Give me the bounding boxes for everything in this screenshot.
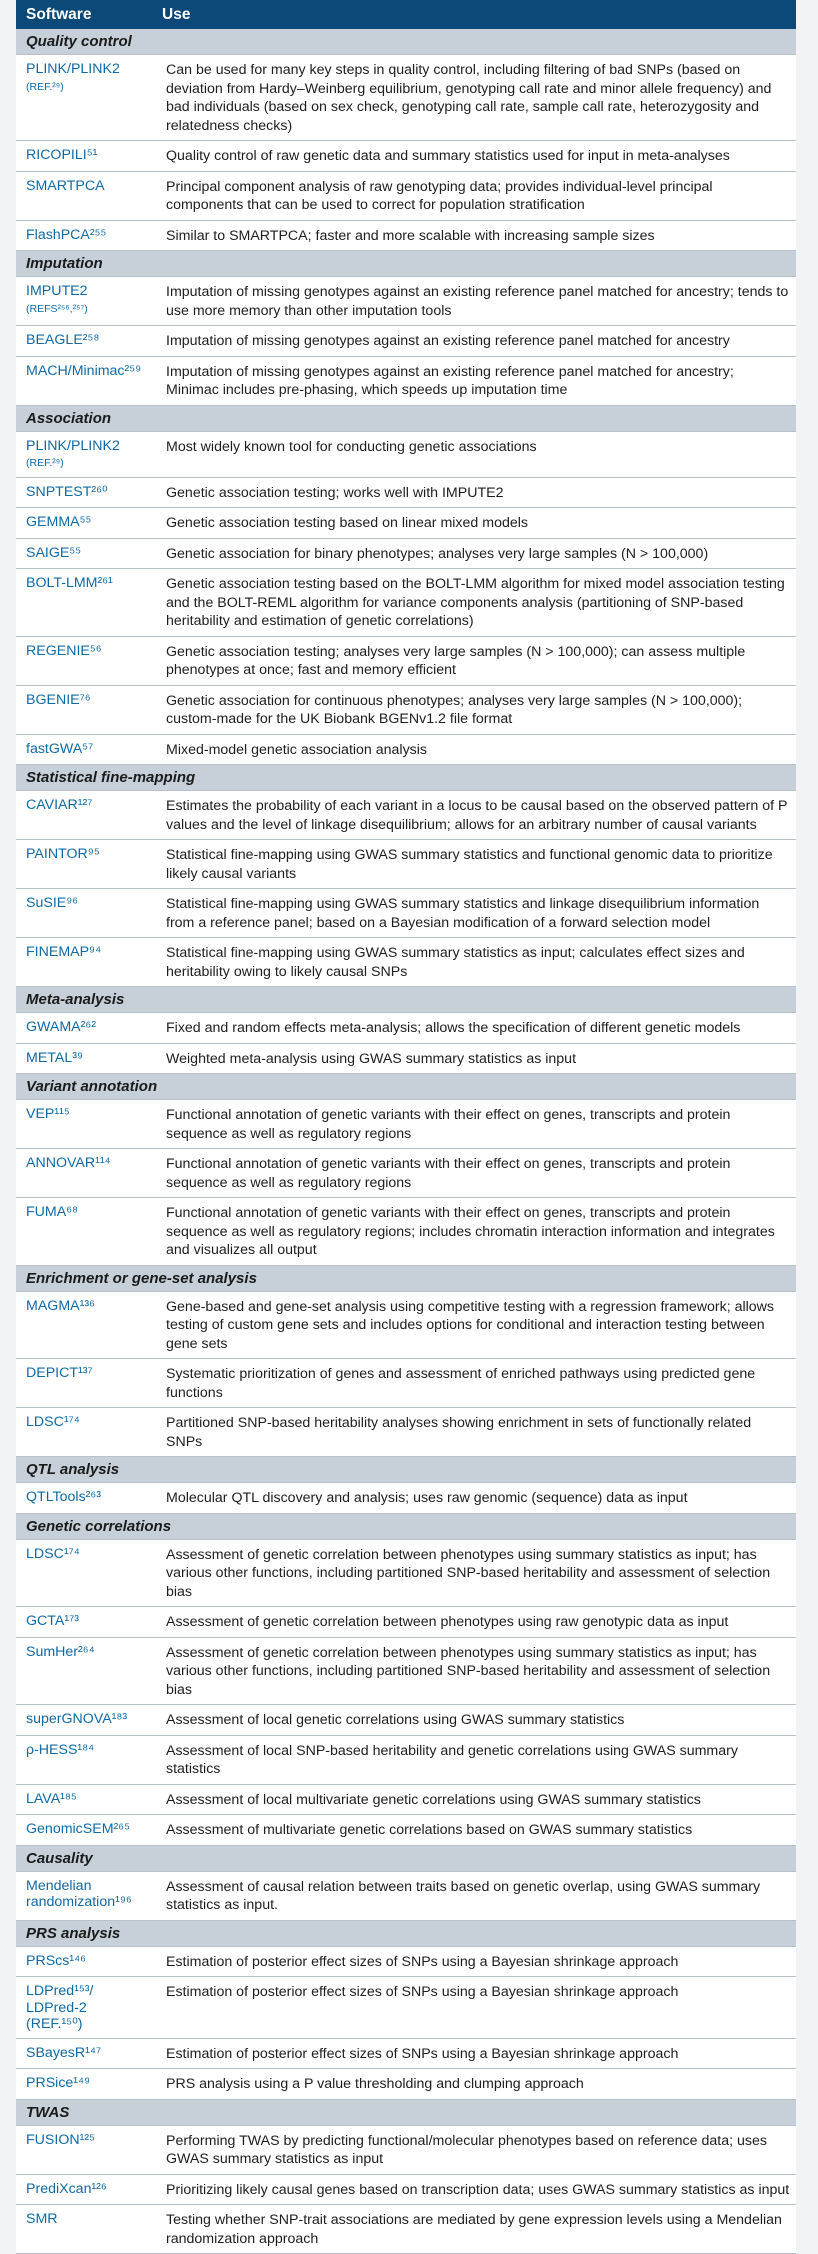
use-description: Imputation of missing genotypes against an existing reference panel matched for ancestry; Minimac includes pre-phasing, which speeds up imputation time <box>152 356 796 405</box>
software-name: GCTA¹⁷³ <box>26 1613 79 1629</box>
table-row <box>16 938 796 987</box>
software-cell <box>16 141 152 172</box>
software-name: PLINK/PLINK2 <box>26 437 120 454</box>
software-cell <box>16 326 152 357</box>
software-cell <box>16 889 152 938</box>
use-description: Imputation of missing genotypes against an existing reference panel matched for ancestry <box>152 326 796 357</box>
table-row <box>16 1946 796 1977</box>
software-cell <box>16 938 152 987</box>
use-description: Can be used for many key steps in quality control, including filtering of bad SNPs (based on deviation from Hardy–Weinberg equilibrium, genotyping call rate and minor allele frequency) and bad individuals (based on sex check, genotyping call rate, sample call rate, heterozygosity and relatedness checks) <box>152 55 796 141</box>
software-name: BOLT-LMM²⁶¹ <box>26 575 113 591</box>
software-name: LDSC¹⁷⁴ <box>26 1545 80 1562</box>
use-description: Genetic association testing based on linear mixed models <box>152 508 796 539</box>
software-cell <box>16 569 152 637</box>
use-description: Genetic association testing based on the BOLT-LMM algorithm for mixed model association testing and the BOLT-REML algorithm for variance components analysis (partitioning of SNP-based heritability and estimation of genetic correlations) <box>152 569 796 637</box>
software-cell <box>16 1359 152 1408</box>
use-description: Gene-based and gene-set analysis using competitive testing with a regression framework; allows testing of custom gene sets and includes options for conditional and interaction testing between gene sets <box>152 1291 796 1359</box>
section-title: Causality <box>16 1845 796 1871</box>
use-description: Statistical fine-mapping using GWAS summary statistics and linkage disequilibrium information from a reference panel; based on a Bayesian modification of a forward selection model <box>152 889 796 938</box>
use-description: Assessment of causal relation between traits based on genetic overlap, using GWAS summary statistics as input. <box>152 1871 796 1920</box>
use-description: Quality control of raw genetic data and summary statistics used for input in meta-analyses <box>152 141 796 172</box>
software-name: GWAMA²⁶² <box>26 1019 96 1035</box>
use-description: Imputation of missing genotypes against an existing reference panel matched for ancestry; tends to use more memory than other imputation tools <box>152 277 796 326</box>
table-row <box>16 1539 796 1607</box>
section-title: Quality control <box>16 29 796 55</box>
table-row <box>16 356 796 405</box>
software-name: SNPTEST²⁶⁰ <box>26 483 108 500</box>
software-cell <box>16 2038 152 2069</box>
software-name: FUSION¹²⁵ <box>26 2131 95 2148</box>
software-cell <box>16 2125 152 2174</box>
use-description: Functional annotation of genetic variants with their effect on genes, transcripts and protein sequence as well as regulatory regions <box>152 1149 796 1198</box>
use-description: Genetic association for binary phenotypes; analyses very large samples (N > 100,000) <box>152 538 796 569</box>
software-name: superGNOVA¹⁸³ <box>26 1711 128 1727</box>
software-cell <box>16 2069 152 2100</box>
software-cell <box>16 1637 152 1705</box>
software-cell <box>16 1977 152 2039</box>
table-row <box>16 538 796 569</box>
software-cell <box>16 220 152 251</box>
software-name: METAL³⁹ <box>26 1049 84 1066</box>
section-header-row <box>16 251 796 277</box>
use-description: Estimation of posterior effect sizes of SNPs using a Bayesian shrinkage approach <box>152 1977 796 2039</box>
section-header-row <box>16 1845 796 1871</box>
software-name: PRScs¹⁴⁶ <box>26 1952 87 1969</box>
use-description: Molecular QTL discovery and analysis; uses raw genomic (sequence) data as input <box>152 1483 796 1514</box>
table-row <box>16 220 796 251</box>
software-cell <box>16 685 152 734</box>
use-description: Assessment of multivariate genetic correlations based on GWAS summary statistics <box>152 1815 796 1846</box>
software-name: IMPUTE2 <box>26 283 88 299</box>
section-title: TWAS <box>16 2099 796 2125</box>
software-name: GEMMA⁵⁵ <box>26 514 92 530</box>
table-row <box>16 1100 796 1149</box>
table-row <box>16 1408 796 1457</box>
software-cell <box>16 2174 152 2205</box>
software-cell <box>16 1607 152 1638</box>
software-cell <box>16 1815 152 1846</box>
table-row <box>16 1735 796 1784</box>
use-description: Partitioned SNP-based heritability analyses showing enrichment in sets of functionally related SNPs <box>152 1408 796 1457</box>
table-row <box>16 1637 796 1705</box>
use-description: Functional annotation of genetic variants with their effect on genes, transcripts and protein sequence as well as regulatory regions <box>152 1100 796 1149</box>
table-row <box>16 55 796 141</box>
software-table <box>16 0 796 2254</box>
use-description: Genetic association testing; works well with IMPUTE2 <box>152 477 796 508</box>
table-row <box>16 840 796 889</box>
software-cell <box>16 171 152 220</box>
software-name: SMR <box>26 2211 58 2227</box>
software-name: SuSIE⁹⁶ <box>26 895 79 911</box>
use-description: Statistical fine-mapping using GWAS summary statistics as input; calculates effect sizes and heritability owing to likely causal SNPs <box>152 938 796 987</box>
table-row <box>16 1013 796 1044</box>
software-cell <box>16 1100 152 1149</box>
section-header-row <box>16 1457 796 1483</box>
software-name: FUMA⁶⁸ <box>26 1204 79 1220</box>
software-name: fastGWA⁵⁷ <box>26 740 94 757</box>
software-name: GenomicSEM²⁶⁵ <box>26 1821 130 1837</box>
software-cell <box>16 538 152 569</box>
software-cell <box>16 1149 152 1198</box>
software-cell <box>16 791 152 840</box>
software-cell <box>16 1013 152 1044</box>
software-cell <box>16 1539 152 1607</box>
software-cell <box>16 1043 152 1074</box>
software-name: PRSice¹⁴⁹ <box>26 2075 91 2091</box>
table-row <box>16 2069 796 2100</box>
use-description: Mixed-model genetic association analysis <box>152 734 796 765</box>
section-header-row <box>16 987 796 1013</box>
use-description: Similar to SMARTPCA; faster and more scalable with increasing sample sizes <box>152 220 796 251</box>
software-name: LDSC¹⁷⁴ <box>26 1414 80 1430</box>
use-description: Genetic association testing; analyses very large samples (N > 100,000); can assess multiple phenotypes at once; fast and memory efficient <box>152 636 796 685</box>
table-row <box>16 1149 796 1198</box>
table-row <box>16 889 796 938</box>
software-cell <box>16 1946 152 1977</box>
software-name: DEPICT¹³⁷ <box>26 1365 93 1381</box>
table-row <box>16 2125 796 2174</box>
section-title: Association <box>16 405 796 431</box>
software-name: VEP¹¹⁵ <box>26 1106 70 1122</box>
header-software: Software <box>16 0 152 29</box>
use-description: Genetic association for continuous phenotypes; analyses very large samples (N > 100,000); custom-made for the UK Biobank BGENv1.2 file format <box>152 685 796 734</box>
table-header-row <box>16 0 796 29</box>
table-row <box>16 1198 796 1266</box>
section-header-row <box>16 29 796 55</box>
use-description: Estimation of posterior effect sizes of SNPs using a Bayesian shrinkage approach <box>152 2038 796 2069</box>
software-cell <box>16 1871 152 1920</box>
software-name: SAIGE⁵⁵ <box>26 544 82 561</box>
table-row <box>16 1483 796 1514</box>
section-header-row <box>16 2099 796 2125</box>
table-body <box>16 29 796 2254</box>
section-header-row <box>16 405 796 431</box>
software-cell <box>16 356 152 405</box>
software-name: ρ-HESS¹⁸⁴ <box>26 1741 95 1758</box>
table-row <box>16 431 796 477</box>
use-description: Principal component analysis of raw genotyping data; provides individual-level principal components that can be used to correct for population stratification <box>152 171 796 220</box>
use-description: Assessment of genetic correlation between phenotypes using raw genotypic data as input <box>152 1607 796 1638</box>
software-cell <box>16 1784 152 1815</box>
table-row <box>16 171 796 220</box>
software-name: PrediXcan¹²⁶ <box>26 2180 107 2197</box>
section-header-row <box>16 1265 796 1291</box>
table-row <box>16 636 796 685</box>
software-cell <box>16 1408 152 1457</box>
table-row <box>16 2174 796 2205</box>
table-row <box>16 141 796 172</box>
table-row <box>16 1871 796 1920</box>
software-cell <box>16 1198 152 1266</box>
use-description: Statistical fine-mapping using GWAS summary statistics and functional genomic data to prioritize likely causal variants <box>152 840 796 889</box>
table-row <box>16 791 796 840</box>
use-description: Assessment of local multivariate genetic correlations using GWAS summary statistics <box>152 1784 796 1815</box>
table-row <box>16 2038 796 2069</box>
table-row <box>16 1607 796 1638</box>
use-description: Prioritizing likely causal genes based on transcription data; uses GWAS summary statistics as input <box>152 2174 796 2205</box>
section-title: Genetic correlations <box>16 1513 796 1539</box>
software-name: BEAGLE²⁵⁸ <box>26 332 100 348</box>
table-row <box>16 1043 796 1074</box>
table-row <box>16 1977 796 2039</box>
use-description: Estimates the probability of each variant in a locus to be causal based on the observed pattern of P values and the level of linkage disequilibrium; allows for an arbitrary number of causal variants <box>152 791 796 840</box>
software-cell <box>16 508 152 539</box>
use-description: Fixed and random effects meta-analysis; allows the specification of different genetic models <box>152 1013 796 1044</box>
use-description: PRS analysis using a P value thresholding and clumping approach <box>152 2069 796 2100</box>
software-name: SBayesR¹⁴⁷ <box>26 2044 102 2061</box>
use-description: Systematic prioritization of genes and assessment of enriched pathways using predicted gene functions <box>152 1359 796 1408</box>
software-cell <box>16 840 152 889</box>
header-use: Use <box>152 0 796 29</box>
software-cell <box>16 1291 152 1359</box>
use-description: Testing whether SNP-trait associations are mediated by gene expression levels using a Mendelian randomization approach <box>152 2205 796 2254</box>
use-description: Most widely known tool for conducting genetic associations <box>152 431 796 477</box>
software-cell <box>16 1735 152 1784</box>
software-cell <box>16 636 152 685</box>
table-row <box>16 2205 796 2254</box>
software-reference: (REF.²⁹) <box>26 80 64 93</box>
table-row <box>16 1291 796 1359</box>
software-name: RICOPILI⁵¹ <box>26 147 98 163</box>
table-row <box>16 1815 796 1846</box>
use-description: Estimation of posterior effect sizes of SNPs using a Bayesian shrinkage approach <box>152 1946 796 1977</box>
software-cell <box>16 477 152 508</box>
software-cell <box>16 734 152 765</box>
use-description: Assessment of genetic correlation between phenotypes using summary statistics as input; has various other functions, including partitioned SNP-based heritability and assessment of selection bias <box>152 1539 796 1607</box>
software-cell <box>16 55 152 141</box>
software-cell <box>16 431 152 477</box>
software-name: MAGMA¹³⁶ <box>26 1297 95 1314</box>
software-cell <box>16 1483 152 1514</box>
table-row <box>16 1784 796 1815</box>
software-cell <box>16 1705 152 1736</box>
software-cell <box>16 2205 152 2254</box>
use-description: Assessment of local SNP-based heritability and genetic correlations using GWAS summary statistics <box>152 1735 796 1784</box>
table-row <box>16 734 796 765</box>
software-name: MACH/Minimac²⁵⁹ <box>26 362 142 379</box>
table-row <box>16 1705 796 1736</box>
use-description: Performing TWAS by predicting functional/molecular phenotypes based on reference data; uses GWAS summary statistics as input <box>152 2125 796 2174</box>
software-reference: (REFS²⁵⁶,²⁵⁷) <box>26 302 88 315</box>
table-row <box>16 508 796 539</box>
software-reference: (REF.²⁹) <box>26 457 64 469</box>
section-header-row <box>16 1074 796 1100</box>
section-title: QTL analysis <box>16 1457 796 1483</box>
use-description: Assessment of genetic correlation between phenotypes using summary statistics as input; has various other functions, including partitioned SNP-based heritability and assessment of selection bias <box>152 1637 796 1705</box>
section-header-row <box>16 765 796 791</box>
use-description: Functional annotation of genetic variants with their effect on genes, transcripts and protein sequence as well as regulatory regions; includes chromatin interaction information and integrates and visualizes all output <box>152 1198 796 1266</box>
table-row <box>16 685 796 734</box>
software-name: PLINK/PLINK2 <box>26 61 120 77</box>
software-name: LAVA¹⁸⁵ <box>26 1790 77 1807</box>
section-title: Meta-analysis <box>16 987 796 1013</box>
software-name: QTLTools²⁶³ <box>26 1489 101 1505</box>
software-name: FINEMAP⁹⁴ <box>26 944 102 960</box>
table-row <box>16 326 796 357</box>
section-title: Statistical fine-mapping <box>16 765 796 791</box>
software-name: PAINTOR⁹⁵ <box>26 846 100 862</box>
table-row <box>16 569 796 637</box>
section-header-row <box>16 1513 796 1539</box>
software-name: SMARTPCA <box>26 177 105 194</box>
use-description: Weighted meta-analysis using GWAS summary statistics as input <box>152 1043 796 1074</box>
software-name: Mendelian randomization¹⁹⁶ <box>26 1877 132 1910</box>
software-name: REGENIE⁵⁶ <box>26 642 102 659</box>
software-name: ANNOVAR¹¹⁴ <box>26 1155 111 1171</box>
table-row <box>16 1359 796 1408</box>
section-header-row <box>16 1920 796 1946</box>
section-title: Variant annotation <box>16 1074 796 1100</box>
software-name: BGENIE⁷⁶ <box>26 691 91 708</box>
section-title: Enrichment or gene-set analysis <box>16 1265 796 1291</box>
software-name: SumHer²⁶⁴ <box>26 1643 95 1660</box>
table-row <box>16 277 796 326</box>
software-cell <box>16 277 152 326</box>
section-title: PRS analysis <box>16 1920 796 1946</box>
software-table-document <box>16 0 796 2254</box>
software-name: FlashPCA²⁵⁵ <box>26 226 107 243</box>
use-description: Assessment of local genetic correlations using GWAS summary statistics <box>152 1705 796 1736</box>
table-row <box>16 477 796 508</box>
software-name: LDPred¹⁵³/ LDPred-2 (REF.¹⁵⁰) <box>26 1983 94 2032</box>
section-title: Imputation <box>16 251 796 277</box>
software-name: CAVIAR¹²⁷ <box>26 797 93 813</box>
